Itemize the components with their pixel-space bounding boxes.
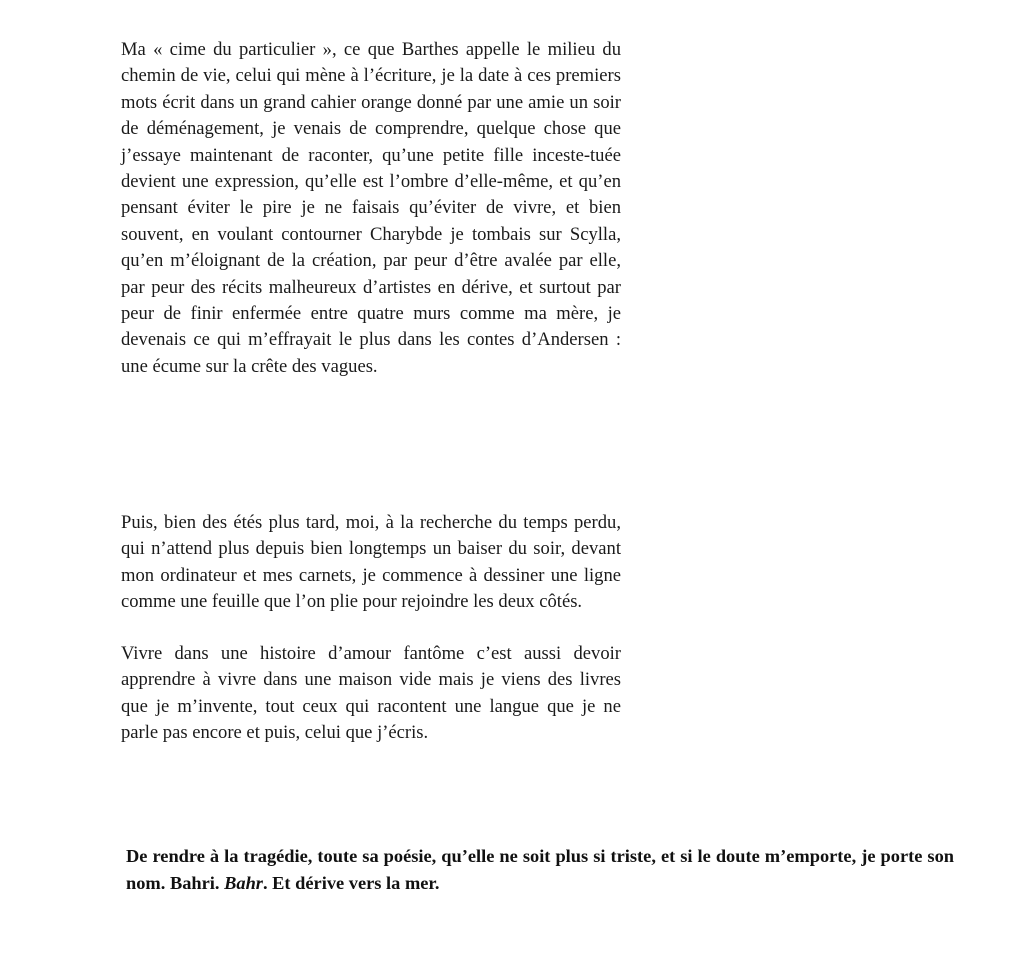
paragraph-histoire-amour-fantome: Vivre dans une histoire d’amour fantôme c’est aussi devoir apprendre à vivre dans une maison vide mais je viens des livres que je m’invente, tout ceux qui racontent une langue que je ne parle pas encore et puis, celui que j’écris. [121,643,621,744]
paragraph-cime-du-particulier: Ma « cime du particulier », ce que Barthes appelle le milieu du chemin de vie, celui qui mène à l’écriture, je la date à ces premiers mots écrit dans un grand cahier orange donné par une amie un soir de déménagement, je venais de comprendre, quelque chose que j’essaye maintenant de raconter, qu’une petite fille inceste-tuée devient une expression, qu’elle est l’ombre d’elle-même, et qu’en pensant éviter le pire je ne faisais qu’éviter de vivre, et bien souvent, en voulant contourner Charybde je tombais sur Scylla, qu’en m’éloignant de la création, par peur d’être avalée par elle, par peur des récits malheureux d’artistes en dérive, et surtout par peur de finir enfermée entre quatre murs comme ma mère, je devenais ce qui m’effrayait le plus dans les contes d’Andersen : une écume sur la crête des vagues. [121,39,621,377]
closing-italic-word: Bahr [224,872,263,893]
paragraph-recherche-temps-perdu: Puis, bien des étés plus tard, moi, à la recherche du temps perdu, qui n’attend plus depuis bien longtemps un baiser du soir, devant mon ordinateur et mes carnets, je commence à dessiner une ligne comme une feuille que l’on plie pour rejoindre les deux côtés. [121,512,621,613]
closing-text-before: De rendre à la tragédie, toute sa poésie, qu’elle ne soit plus si triste, et si le doute m’emporte, je porte son nom. Bahri. [126,846,954,893]
closing-bold-statement [126,843,954,896]
closing-text-after: . Et dérive vers la mer. [262,872,440,893]
